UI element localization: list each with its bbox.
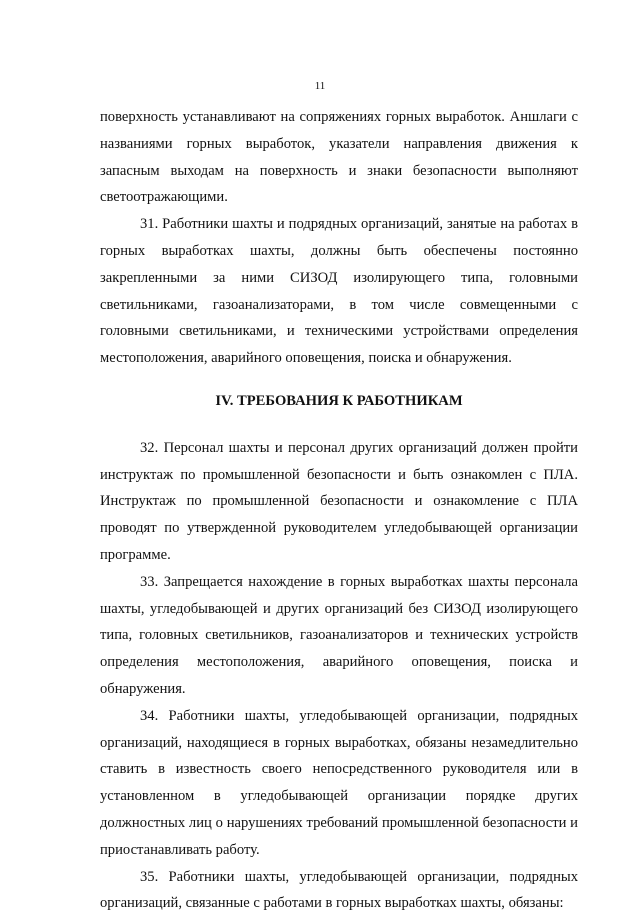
paragraph-31: 31. Работники шахты и подрядных организаций, занятые на работах в горных выработках шахты, должны быть обеспечены постоянно закрепленными за ними СИЗОД изолирующего типа, головными светильниками, газоанализаторами, в том числе совмещенными с головными светильниками, и техническими устройствами определения местоположения, аварийного оповещения, поиска и обнаружения. (100, 216, 578, 367)
paragraph-32: 32. Персонал шахты и персонал других организаций должен пройти инструктаж по промышленной безопасности и быть ознакомлен с ПЛА. Инструктаж по промышленной безопасности и ознакомление с ПЛА проводят по утвержденной руководителем угледобывающей организации программе. (100, 439, 578, 563)
paragraph-34: 34. Работники шахты, угледобывающей организации, подрядных организаций, находящиеся в горных выработках, обязаны незамедлительно ставить в известность своего непосредственного руководителя или в установленном в угледобывающей организации порядке других должностных лиц о нарушениях требований промышленной безопасности и приостанавливать работу. (100, 707, 578, 858)
paragraph-35: 35. Работники шахты, угледобывающей организации, подрядных организаций, связанные с работами в горных выработках шахты, обязаны: (100, 868, 578, 912)
section-heading: IV. ТРЕБОВАНИЯ К РАБОТНИКАМ (215, 392, 463, 409)
paragraph-continuation: поверхность устанавливают на сопряжениях горных выработок. Аншлаги с названиями горных выработок, указатели направления движения к запасным выходам на поверхность и знаки безопасности выполняют светоотражающими. (100, 109, 578, 206)
paragraph-33: 33. Запрещается нахождение в горных выработках шахты персонала шахты, угледобывающей и других организаций без СИЗОД изолирующего типа, головных светильников, газоанализаторов и технических устройств определения местоположения, аварийного оповещения, поиска и обнаружения. (100, 573, 578, 697)
document-body (100, 104, 578, 917)
page-number: 11 (314, 80, 326, 92)
